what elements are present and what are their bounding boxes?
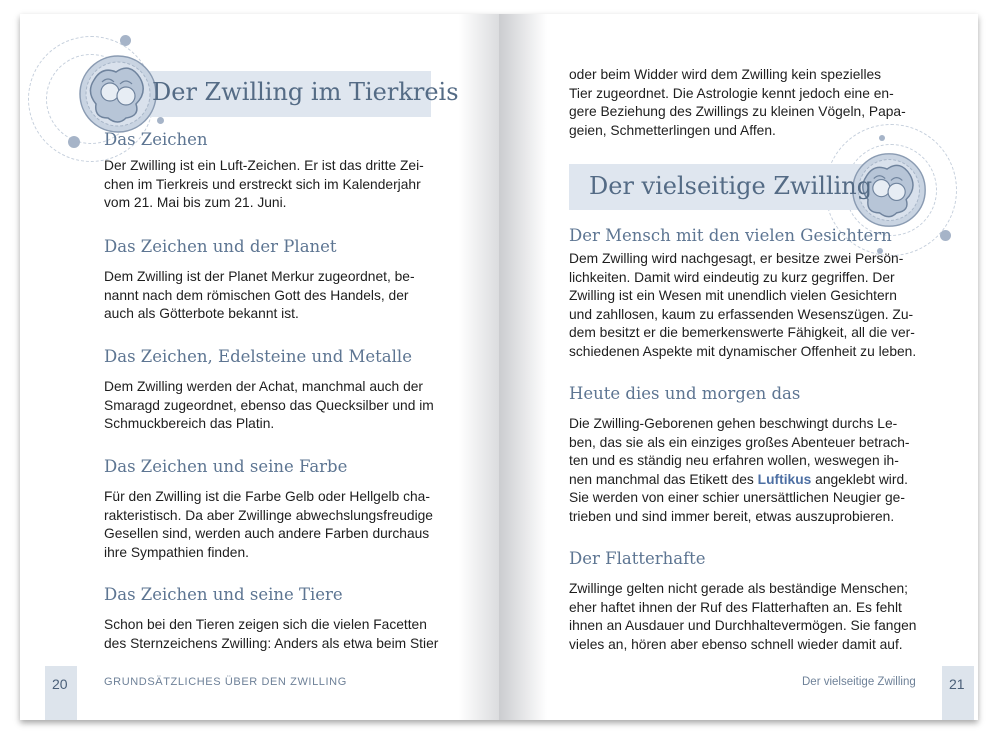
section-heading: Der Mensch mit den vielen Gesichtern [569,226,892,245]
section-paragraph [104,378,442,434]
text-line: des Sternzeichens Zwilling: Anders als etwa beim Stier [104,635,439,651]
text-line: trieben und sind immer bereit, etwas auszuprobieren. [569,508,895,524]
text-line: ihre Sympathien finden. [104,544,249,560]
section-paragraph [104,157,442,213]
text-line: vieles an, hören aber ebenso schnell wieder damit auf. [569,636,903,652]
gutter-shadow [459,14,499,720]
text-line: Der Zwilling ist ein Luft-Zeichen. Er ist das dritte Zei- [104,158,424,173]
section-paragraph [104,488,442,562]
page-number-box [45,666,77,720]
section-paragraph [104,616,442,653]
section-heading: Das Zeichen und seine Farbe [104,457,348,476]
gemini-twins-icon [76,52,160,136]
text-line: Dem Zwilling werden der Achat, manchmal auch der [104,379,424,394]
planet-dot [120,35,131,46]
text-line: ten und es ständig neu erfahren wollen, weswegen ih- [569,453,899,469]
text-line [569,471,939,490]
page-number: 21 [949,676,965,692]
section-heading: Heute dies und morgen das [569,384,801,403]
text-line: lichkeiten. Damit wird eindeutig zu kurz gegriffen. Der [569,269,895,285]
text-line: Dem Zwilling ist der Planet Merkur zugeordnet, be- [104,269,415,284]
text-line: Sie werden von einer schier unersättlichen Neugier ge- [569,490,905,506]
text-line: eher haftet ihnen der Ruf des Flatterhaften an. Es fehlt [569,599,902,615]
left-page [20,14,499,720]
text-line: Smaragd zugeordnet, ebenso das Quecksilber und im [104,397,434,413]
section-paragraph [569,580,939,654]
text-line: Schmuckbereich das Platin. [104,416,275,432]
highlighted-term: Luftikus [757,471,812,487]
section-paragraph [569,415,939,527]
text-line: und zahllosen, kaum zu erfassenden Wesenszügen. Zu- [569,306,914,322]
gutter-shadow [499,14,547,720]
text-line: oder beim Widder wird dem Zwilling kein spezielles [569,67,882,82]
planet-dot [940,230,951,241]
text-line: nannt nach dem römischen Gott des Handels, der [104,287,409,303]
chapter-title: Der vielseitige Zwilling [589,172,873,200]
section-paragraph [104,268,442,324]
right-page [499,14,978,720]
section-heading: Das Zeichen und der Planet [104,237,337,256]
text-line: Gesellen sind, werden auch andere Farben durchaus [104,526,430,542]
page-number: 20 [52,676,68,692]
text-line: vom 21. Mai bis zum 21. Juni. [104,195,287,211]
text-line: rakteristisch. Da aber Zwillinge abwechslungsfreudige [104,507,433,523]
chapter-title: Der Zwilling im Tierkreis [152,78,459,106]
book-spread [20,14,978,720]
running-head: GRUNDSÄTZLICHES ÜBER DEN ZWILLING [104,676,347,688]
planet-dot [68,136,80,148]
text-fragment: nen manchmal das Etikett des [569,471,758,487]
text-line: Zwilling ist ein Wesen mit unendlich vielen Gesichtern [569,288,897,304]
page-number-box [942,666,974,720]
section-heading: Das Zeichen, Edelsteine und Metalle [104,347,412,366]
section-heading: Das Zeichen [104,130,208,149]
text-line: Die Zwilling-Geborenen gehen beschwingt durchs Le- [569,416,898,431]
section-heading: Der Flatterhafte [569,549,706,568]
text-line: schiedenen Aspekte mit dynamischer Offenheit zu leben. [569,343,917,359]
text-line: Für den Zwilling ist die Farbe Gelb oder Hellgelb cha- [104,489,430,504]
text-line: gere Beziehung des Zwillings zu kleinen Vögeln, Papa- [569,104,906,120]
section-paragraph [569,250,939,362]
planet-dot [879,135,885,141]
running-head: Der vielseitige Zwilling [802,676,916,688]
text-line: Schon bei den Tieren zeigen sich die vielen Facetten [104,617,427,632]
text-line: ihnen an Ausdauer und Durchhaltevermögen. Sie fangen [569,618,917,634]
text-line: Zwillinge gelten nicht gerade als beständige Menschen; [569,581,909,596]
text-line: Tier zugeordnet. Die Astrologie kennt jedoch eine en- [569,85,894,101]
text-line: auch als Götterbote bekannt ist. [104,306,299,322]
text-line: geien, Schmetterlingen und Affen. [569,122,776,138]
text-line: dem besitzt er die bemerkenswerte Fähigkeit, all die ver- [569,325,915,341]
text-line: Dem Zwilling wird nachgesagt, er besitze zwei Persön- [569,251,904,266]
section-heading: Das Zeichen und seine Tiere [104,585,343,604]
text-line: ben, das sie als ein einziges großes Abenteuer betrach- [569,434,910,450]
text-line: chen im Tierkreis und erstreckt sich im Kalenderjahr [104,176,421,192]
text-fragment: angeklebt wird. [811,471,908,487]
